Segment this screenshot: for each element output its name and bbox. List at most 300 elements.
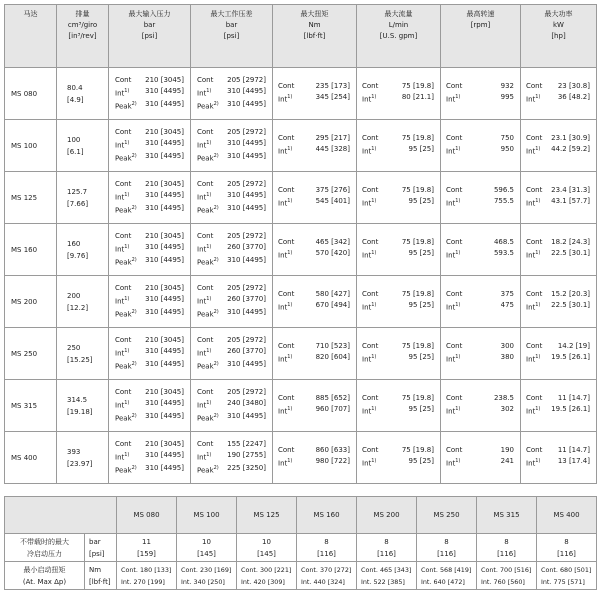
cont-row [197, 179, 266, 190]
power-value: 23.4 [31.3] [551, 186, 590, 195]
cont-label-text: Cont [278, 342, 295, 351]
int-row [362, 300, 434, 313]
motor-name: MS 080 [5, 68, 57, 120]
int-label-text: Int [446, 303, 456, 312]
int-label [278, 196, 292, 209]
cont-label-text: Cont [446, 446, 463, 455]
cont-label-text: Cont [446, 238, 463, 247]
inp-value: 310 [4495] [145, 138, 184, 147]
value-line: Int. 760 [560] [481, 577, 525, 586]
int-row [278, 248, 350, 261]
value-line: Int. 340 [250] [181, 577, 225, 586]
flow-value: 75 [19.8] [401, 186, 434, 195]
torque-values [273, 393, 356, 417]
speed-value: 950 [500, 145, 514, 154]
peak-footnote: 2) [131, 413, 137, 419]
torque-values [273, 185, 356, 209]
work-value: 310 [4495] [227, 152, 266, 160]
int-footnote: 1) [206, 191, 212, 198]
peak-label [115, 359, 137, 372]
cont-label-text: Cont [197, 439, 214, 448]
power-values [521, 133, 596, 157]
int-label [278, 248, 292, 261]
cont-row [278, 133, 350, 144]
int-footnote: 1) [535, 354, 541, 361]
int-row [526, 300, 590, 313]
cont-label [446, 81, 462, 92]
int-row [362, 248, 434, 261]
value-line: Cont. 370 [272] [301, 565, 352, 574]
int-label [362, 144, 376, 157]
peak-label-text: Peak [197, 466, 214, 475]
cont-label [362, 289, 378, 300]
peak-footnote: 2) [131, 309, 137, 315]
peak-row [115, 359, 184, 372]
inp-values [109, 75, 190, 113]
peak-label-text: Peak [115, 258, 132, 267]
value-line: 8 [384, 537, 389, 546]
cont-row [197, 283, 266, 294]
cont-label [197, 439, 213, 450]
peak-footnote: 2) [131, 205, 137, 211]
cont-label [526, 237, 542, 248]
displacement-imperial: [6.1] [67, 147, 84, 156]
motor-row [5, 276, 597, 328]
displacement-cell [57, 172, 109, 224]
int-label-text: Int [197, 349, 207, 357]
cont-label [362, 81, 378, 92]
displacement-metric: 250 [67, 343, 81, 352]
power-values [521, 341, 596, 365]
int-footnote: 1) [371, 94, 377, 101]
work-values [191, 283, 272, 321]
cont-row [362, 341, 434, 352]
int-footnote: 1) [124, 139, 130, 146]
int-label-text: Int [526, 199, 536, 208]
work-value: 310 [4495] [227, 190, 266, 199]
int-label [362, 248, 376, 261]
cont-label-text: Cont [115, 283, 132, 292]
header-line: [rpm] [470, 21, 491, 29]
inp-value: 310 [4495] [145, 360, 184, 368]
inp-cell [109, 276, 191, 328]
work-value: 260 [3770] [227, 242, 266, 251]
cont-label [446, 341, 462, 352]
int-label [115, 190, 129, 203]
cont-row [197, 231, 266, 242]
cont-label-text: Cont [197, 335, 214, 344]
cont-label-text: Cont [362, 446, 379, 455]
int-label-text: Int [362, 459, 372, 468]
cont-label-text: Cont [526, 134, 543, 143]
cont-label-text: Cont [278, 186, 295, 195]
int-row [362, 92, 434, 105]
flow-value: 75 [19.8] [401, 238, 434, 247]
peak-label [197, 463, 219, 476]
int-footnote: 1) [206, 243, 212, 250]
int-row [446, 248, 514, 261]
cont-row [446, 289, 514, 300]
int-footnote: 1) [455, 146, 461, 153]
cont-row [362, 289, 434, 300]
value-line: Cont. 465 [343] [361, 565, 412, 574]
model-header: MS 100 [177, 497, 237, 534]
power-value: 11 [14.7] [557, 394, 590, 403]
work-value: 260 [3770] [227, 346, 266, 355]
peak-row [115, 151, 184, 164]
cont-label [362, 341, 378, 352]
value-cell [477, 562, 537, 590]
motor-row [5, 224, 597, 276]
int-footnote: 1) [124, 295, 130, 302]
power-value: 23.1 [30.9] [551, 134, 590, 143]
cont-label [115, 179, 131, 190]
int-footnote: 1) [287, 198, 293, 205]
flow-value: 95 [25] [408, 301, 434, 310]
value-cell [297, 534, 357, 562]
peak-label [115, 463, 137, 476]
int-label [197, 294, 211, 307]
peak-label-text: Peak [197, 258, 214, 267]
cont-label [362, 133, 378, 144]
int-label [362, 92, 376, 105]
motor-row [5, 328, 597, 380]
int-label [115, 294, 129, 307]
inp-value: 310 [4495] [145, 464, 184, 472]
torque-cell [273, 432, 357, 484]
speed-values [441, 445, 520, 469]
cont-label-text: Cont [278, 446, 295, 455]
int-footnote: 1) [287, 146, 293, 153]
peak-row [115, 99, 184, 112]
torque-values [273, 289, 356, 313]
int-footnote: 1) [206, 399, 212, 406]
cont-row [278, 393, 350, 404]
int-label [526, 144, 540, 157]
displacement-imperial: [7.66] [67, 199, 89, 208]
int-row [197, 398, 266, 411]
work-value: 205 [2972] [227, 127, 266, 136]
peak-footnote: 2) [131, 101, 137, 107]
torque-values [273, 81, 356, 105]
value-line: [145] [197, 549, 216, 558]
cont-label-text: Cont [526, 82, 543, 91]
cont-label-text: Cont [526, 290, 543, 299]
int-label-text: Int [362, 147, 372, 156]
cont-row [278, 289, 350, 300]
work-value: 310 [4495] [227, 360, 266, 368]
int-label-text: Int [526, 407, 536, 416]
header-line: 最大输入压力 [128, 10, 171, 18]
peak-label-text: Peak [115, 310, 132, 319]
value-cell [117, 534, 177, 562]
cont-label-text: Cont [362, 82, 379, 91]
peak-row [115, 307, 184, 320]
value-cell [417, 562, 477, 590]
int-label-text: Int [278, 251, 288, 260]
cont-row [278, 237, 350, 248]
cont-row [278, 81, 350, 92]
value-cell [537, 534, 597, 562]
cont-row [197, 387, 266, 398]
power-value: 13 [17.4] [557, 457, 590, 466]
int-label [115, 242, 129, 255]
cont-label [278, 289, 294, 300]
value-line: [116] [497, 549, 516, 558]
work-value: 205 [2972] [227, 179, 266, 188]
torque-values [273, 133, 356, 157]
int-footnote: 1) [287, 250, 293, 257]
displacement-imperial: [23.97] [67, 459, 93, 468]
int-label-text: Int [362, 95, 372, 104]
int-label [115, 346, 129, 359]
cont-label-text: Cont [526, 446, 543, 455]
int-footnote: 1) [535, 406, 541, 413]
displacement-metric: 160 [67, 239, 81, 248]
speed-values [441, 81, 520, 105]
speed-value: 755.5 [493, 197, 514, 206]
cont-label [446, 393, 462, 404]
motor-name: MS 200 [5, 276, 57, 328]
work-value: 225 [3250] [227, 464, 266, 472]
cont-label [526, 445, 542, 456]
peak-label-text: Peak [115, 154, 132, 163]
speed-value: 750 [500, 134, 514, 143]
int-label-text: Int [362, 407, 372, 416]
int-label [446, 300, 460, 313]
inp-value: 310 [4495] [145, 412, 184, 420]
torque-cell [273, 328, 357, 380]
cont-label [526, 133, 542, 144]
int-label [278, 352, 292, 365]
cont-row [115, 387, 184, 398]
cont-label [278, 81, 294, 92]
int-label-text: Int [362, 303, 372, 312]
work-cell [191, 380, 273, 432]
value-cell [357, 534, 417, 562]
flow-values [357, 341, 440, 365]
int-row [115, 190, 184, 203]
header-line: kW [553, 21, 564, 29]
peak-label-text: Peak [197, 414, 214, 423]
work-value: 310 [4495] [227, 308, 266, 316]
int-label [197, 346, 211, 359]
cont-row [526, 445, 590, 456]
int-footnote: 1) [535, 198, 541, 205]
power-value: 43.1 [57.7] [551, 197, 590, 206]
int-label-text: Int [526, 459, 536, 468]
peak-footnote: 2) [213, 309, 219, 315]
torque-value: 345 [254] [315, 93, 350, 102]
int-label-text: Int [115, 349, 125, 357]
int-footnote: 1) [206, 347, 212, 354]
torque-value: 960 [707] [315, 405, 350, 414]
int-label-text: Int [446, 251, 456, 260]
int-footnote: 1) [124, 87, 130, 94]
peak-row [197, 203, 266, 216]
speed-value: 468.5 [493, 238, 514, 247]
cont-label-text: Cont [115, 335, 132, 344]
peak-label-text: Peak [115, 102, 132, 111]
cont-label-text: Cont [446, 134, 463, 143]
cont-label [278, 445, 294, 456]
speed-cell [441, 172, 521, 224]
cont-row [446, 237, 514, 248]
cont-label-text: Cont [278, 134, 295, 143]
int-row [115, 450, 184, 463]
cont-row [526, 289, 590, 300]
cont-label [197, 231, 213, 242]
header-line: 马达 [23, 10, 38, 18]
int-label [278, 144, 292, 157]
inp-cell [109, 120, 191, 172]
int-footnote: 1) [287, 458, 293, 465]
int-row [362, 456, 434, 469]
int-label-text: Int [278, 199, 288, 208]
cont-label-text: Cont [526, 394, 543, 403]
startup-table [4, 496, 597, 590]
unit-imperial: [psi] [89, 549, 105, 558]
inp-value: 310 [4495] [145, 256, 184, 264]
power-value: 19.5 [26.1] [551, 353, 590, 362]
int-row [115, 346, 184, 359]
column-header [357, 5, 441, 68]
power-values [521, 185, 596, 209]
int-row [197, 450, 266, 463]
int-label-text: Int [115, 193, 125, 201]
cold-start-pressure-row [5, 534, 597, 562]
displacement-metric: 125.7 [67, 187, 88, 196]
int-label-text: Int [526, 147, 536, 156]
int-row [362, 352, 434, 365]
torque-value: 885 [652] [315, 394, 350, 403]
cont-row [446, 445, 514, 456]
int-label-text: Int [115, 89, 125, 97]
cont-label [278, 237, 294, 248]
blank-header [5, 497, 117, 534]
int-label [278, 300, 292, 313]
cont-label [197, 127, 213, 138]
power-value: 36 [48.2] [557, 93, 590, 102]
int-label-text: Int [197, 453, 207, 461]
value-line: Cont. 300 [221] [241, 565, 292, 574]
int-label [278, 92, 292, 105]
inp-values [109, 127, 190, 165]
power-value: 18.2 [24.3] [551, 238, 590, 247]
inp-value: 210 [3045] [145, 179, 184, 188]
int-label [115, 86, 129, 99]
cont-row [526, 237, 590, 248]
int-row [446, 92, 514, 105]
int-label-text: Int [362, 199, 372, 208]
value-line: 8 [444, 537, 449, 546]
cont-label-text: Cont [197, 283, 214, 292]
power-value: 44.2 [59.2] [551, 145, 590, 154]
cont-label-text: Cont [446, 342, 463, 351]
cont-label-text: Cont [278, 290, 295, 299]
peak-label-text: Peak [197, 206, 214, 215]
inp-value: 210 [3045] [145, 283, 184, 292]
torque-value: 545 [401] [315, 197, 350, 206]
unit-imperial: [lbf·ft] [89, 577, 111, 586]
torque-value: 710 [523] [315, 342, 350, 351]
work-cell [191, 328, 273, 380]
int-row [115, 138, 184, 151]
int-row [115, 398, 184, 411]
work-value: 205 [2972] [227, 231, 266, 240]
displacement-metric: 100 [67, 135, 81, 144]
work-value: 190 [2755] [227, 450, 266, 459]
inp-value: 310 [4495] [145, 100, 184, 108]
peak-label [197, 151, 219, 164]
int-row [526, 248, 590, 261]
int-footnote: 1) [535, 146, 541, 153]
cont-label-text: Cont [197, 179, 214, 188]
cont-row [446, 81, 514, 92]
int-footnote: 1) [455, 354, 461, 361]
header-line: [lbf·ft] [303, 32, 326, 40]
flow-value: 95 [25] [408, 353, 434, 362]
header-line: [psi] [223, 32, 240, 40]
displacement-cell [57, 380, 109, 432]
power-cell [521, 224, 597, 276]
header-line: 最大流量 [384, 10, 413, 18]
cont-label [197, 387, 213, 398]
value-cell [537, 562, 597, 590]
int-label-text: Int [526, 251, 536, 260]
cont-label-text: Cont [197, 127, 214, 136]
cont-row [362, 393, 434, 404]
torque-cell [273, 276, 357, 328]
torque-value: 860 [633] [315, 446, 350, 455]
displacement-imperial: [19.18] [67, 407, 93, 416]
cont-row [115, 127, 184, 138]
displacement-cell [57, 432, 109, 484]
work-value: 205 [2972] [227, 335, 266, 344]
int-label [446, 404, 460, 417]
column-header [57, 5, 109, 68]
power-value: 11 [14.7] [557, 446, 590, 455]
column-header [273, 5, 357, 68]
power-values [521, 393, 596, 417]
int-footnote: 1) [124, 399, 130, 406]
value-line: Cont. 180 [133] [121, 565, 172, 574]
work-cell [191, 432, 273, 484]
cont-label [278, 393, 294, 404]
speed-value: 593.5 [493, 249, 514, 258]
row-label-line: 冷启动压力 [27, 549, 62, 558]
motor-name: MS 100 [5, 120, 57, 172]
speed-values [441, 341, 520, 365]
int-label-text: Int [526, 95, 536, 104]
int-row [446, 300, 514, 313]
peak-label [197, 203, 219, 216]
inp-values [109, 387, 190, 425]
int-label-text: Int [446, 355, 456, 364]
cont-row [278, 445, 350, 456]
value-line: [116] [437, 549, 456, 558]
peak-label [197, 255, 219, 268]
int-label [446, 144, 460, 157]
cont-label-text: Cont [115, 75, 132, 84]
displacement-metric: 80.4 [67, 83, 83, 92]
int-row [278, 196, 350, 209]
int-label [115, 450, 129, 463]
cont-label [526, 289, 542, 300]
cont-label [446, 445, 462, 456]
int-footnote: 1) [206, 87, 212, 94]
int-footnote: 1) [124, 451, 130, 458]
